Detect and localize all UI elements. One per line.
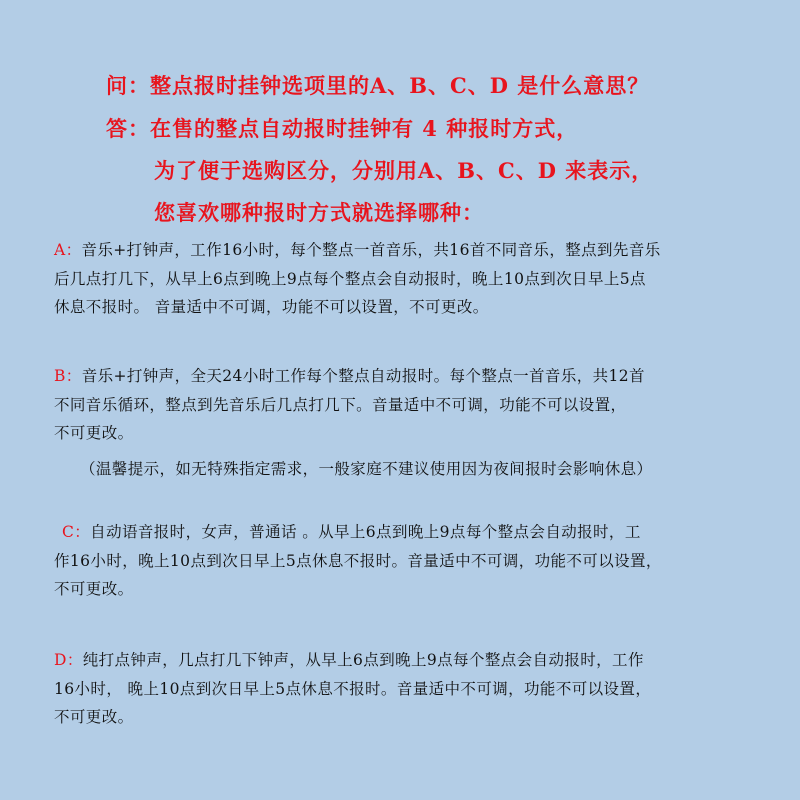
option-c-line-3: 不可更改。 xyxy=(54,580,134,598)
option-b-text-1: 音乐+打钟声，全天24小时工作每个整点自动报时。每个整点一首音乐，共12首 xyxy=(81,367,645,385)
option-c-label: C： xyxy=(62,523,91,541)
answer-heading-line-3: 您喜欢哪种报时方式就选择哪种： xyxy=(154,200,484,225)
option-a-label: A： xyxy=(54,241,82,259)
option-b-tip: （温馨提示，如无特殊指定需求，一般家庭不建议使用因为夜间报时会影响休息） xyxy=(80,460,653,478)
option-b-line-3: 不可更改。 xyxy=(54,424,134,442)
option-a-line-1 xyxy=(54,236,734,265)
option-a-block xyxy=(54,236,734,322)
option-b-block xyxy=(54,362,734,448)
option-c-block xyxy=(54,518,734,604)
option-d-label: D： xyxy=(54,651,83,669)
answer-heading-line-2: 为了便于选购区分，分别用A、B、C、D 来表示， xyxy=(154,158,654,183)
option-b-line-1 xyxy=(54,362,734,391)
answer-heading-line-1: 答：在售的整点自动报时挂钟有 4 种报时方式， xyxy=(106,116,579,141)
option-c-line-1 xyxy=(54,518,734,547)
option-d-line-1 xyxy=(54,646,734,675)
option-a-text-1: 音乐+打钟声，工作16小时，每个整点一首音乐，共16首不同音乐，整点到先音乐 xyxy=(81,241,661,259)
option-b-label: B： xyxy=(54,367,82,385)
option-c-text-1: 自动语音报时，女声，普通话 。从早上6点到晚上9点每个整点会自动报时，工 xyxy=(90,523,641,541)
question-heading: 问：整点报时挂钟选项里的A、B、C、D 是什么意思？ xyxy=(106,73,650,98)
option-d-line-2: 16小时， 晚上10点到次日早上5点休息不报时。音量适中不可调，功能不可以设置， xyxy=(54,679,652,698)
option-d-text-1: 纯打点钟声，几点打几下钟声，从早上6点到晚上9点每个整点会自动报时，工作 xyxy=(82,651,644,669)
option-d-line-3: 不可更改。 xyxy=(54,708,134,726)
option-c-line-2: 作16小时，晚上10点到次日早上5点休息不报时。音量适中不可调，功能不可以设置， xyxy=(54,551,662,570)
option-a-line-2: 后几点打几下，从早上6点到晚上9点每个整点会自动报时，晚上10点到次日早上5点 xyxy=(54,269,646,288)
option-a-line-3: 休息不报时。 音量适中不可调，功能不可以设置，不可更改。 xyxy=(54,298,489,316)
option-d-block xyxy=(54,646,734,732)
option-b-line-2: 不同音乐循环，整点到先音乐后几点打几下。音量适中不可调，功能不可以设置， xyxy=(54,395,627,414)
